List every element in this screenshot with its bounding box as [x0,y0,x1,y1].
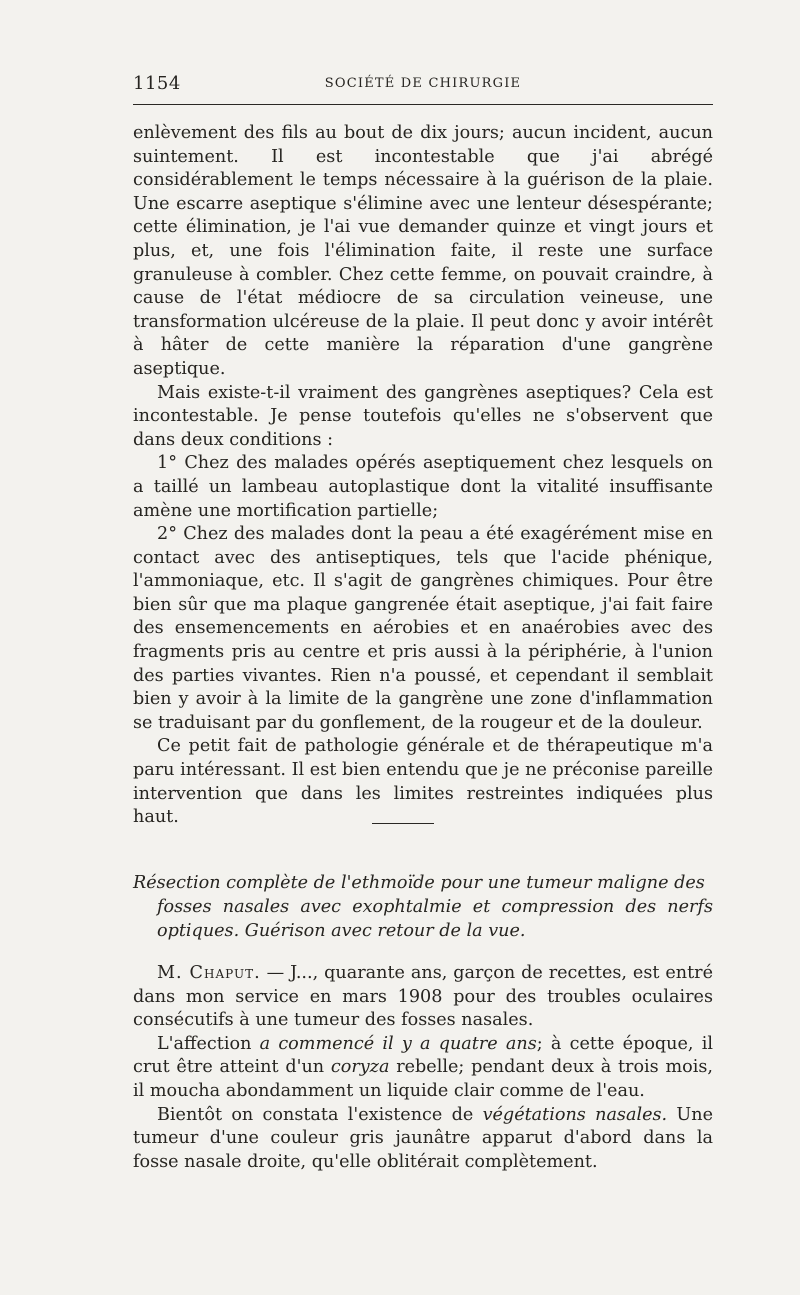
author-name: M. Chaput. [157,963,261,983]
page-header [133,73,713,97]
body-text [133,122,713,830]
article-body [133,962,713,1174]
article-title-line-1: Résection complète de l'ethmoïde pour une tumeur maligne des [133,873,705,893]
article-paragraph-2-emphasis-1: a commencé il y a quatre ans [259,1033,537,1054]
paragraph-4: 2° Chez des malades dont la peau a été exagérément mise en contact avec des antiseptiques, tels que l'acide phénique, l'ammoniaque, etc. Il s'agit de gangrènes chimiques. Pour être bien sûr que ma plaque gangrenée était aseptique, j'ai fait faire des ensemencements en aérobies et en anaérobies avec des fragments pris au centre et pris aussi à la périphérie, à l'union des parties vivantes. Rien n'a poussé, et cependant il semblait bien y avoir à la limite de la gangrène une zone d'inflammation se traduisant par du gonflement, de la rougeur et de la douleur. [133,524,713,733]
article-title [133,872,713,943]
article-paragraph-2-emphasis-2: coryza [330,1057,390,1078]
article-paragraph-1 [133,962,713,1033]
article-paragraph-2-part-a: L'affection [157,1033,260,1054]
article-paragraph-3 [133,1104,713,1175]
header-rule [133,104,713,105]
paragraph-2: Mais existe-t-il vraiment des gangrènes aseptiques? Cela est incontestable. Je pense toutefois qu'elles ne s'observent que dans deux conditions : [133,382,713,450]
article-paragraph-3-part-a: Bientôt on constata l'existence de [157,1104,483,1125]
article-paragraph-2 [133,1033,713,1104]
paragraph-5: Ce petit fait de pathologie générale et de thérapeutique m'a paru intéressant. Il est bien entendu que je ne préconise pareille intervention que dans les limites restreintes indiquées plus haut. [133,736,713,828]
article-paragraph-3-emphasis: végétations nasales. [482,1104,668,1125]
paragraph-3: 1° Chez des malades opérés aseptiquement chez lesquels on a taillé un lambeau autoplastique dont la vitalité insuffisante amène une mortification partielle; [133,453,713,521]
paragraph-1: enlèvement des fils au bout de dix jours; aucun incident, aucun suintement. Il est incontestable que j'ai abrégé considérablement le temps nécessaire à la guérison de la plaie. Une escarre aseptique s'élimine avec une lenteur désespérante; cette élimination, je l'ai vue demander quinze et vingt jours et plus, et, une fois l'élimination faite, il reste une surface granuleuse à combler. Chez cette femme, on pouvait craindre, à cause de l'état médiocre de sa circulation veineuse, une transformation ulcéreuse de la plaie. Il peut donc y avoir intérêt à hâter de cette manière la réparation d'une gangrène aseptique. [133,123,713,379]
article-paragraph-3-part-b: Une tumeur d'une couleur gris jaunâtre apparut d'abord dans la fosse nasale droite, qu'elle oblitérait complètement. [133,1104,713,1172]
article-title-rest: fosses nasales avec exophtalmie et compression des nerfs optiques. Guérison avec retour de la vue. [157,896,713,941]
page-number: 1154 [133,73,181,94]
running-title: SOCIÉTÉ DE CHIRURGIE [324,76,522,91]
article-paragraph-1-text: — J..., quarante ans, garçon de recettes, est entré dans mon service en mars 1908 pour des troubles oculaires consécutifs à une tumeur des fosses nasales. [133,963,713,1031]
article-paragraph-2-part-b: ; à cette époque, il crut être atteint d'un [133,1033,713,1078]
section-divider [372,823,434,824]
article-paragraph-2-part-c: rebelle; pendant deux à trois mois, il moucha abondamment un liquide clair comme de l'eau. [133,1057,713,1101]
